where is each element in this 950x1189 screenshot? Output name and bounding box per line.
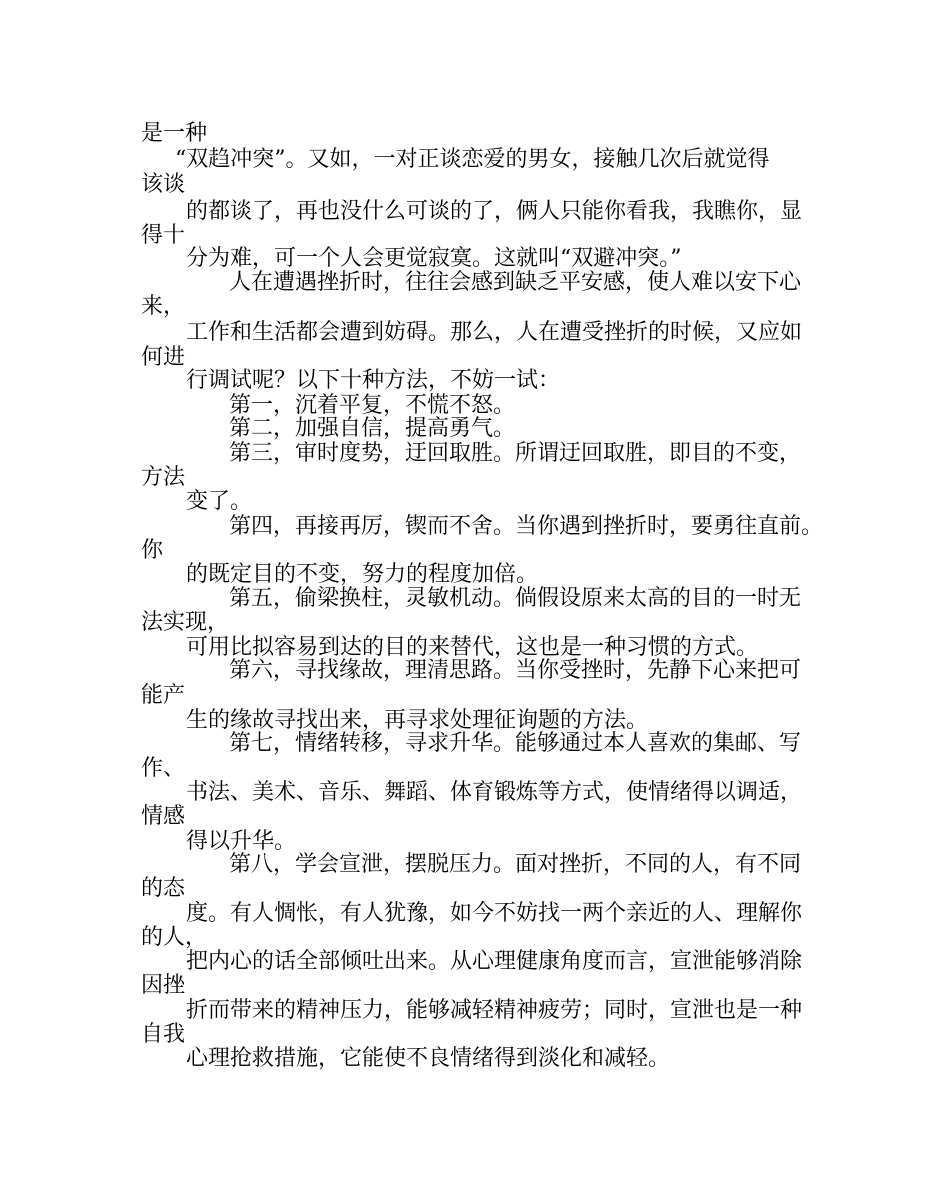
text-line: 的人， <box>141 925 208 950</box>
text-line: 因挫 <box>141 973 186 998</box>
text-line: 该谈 <box>141 172 186 197</box>
text-line: 心理抢救措施，它能使不良情绪得到淡化和减轻。 <box>186 1046 671 1071</box>
text-line: 的都谈了，再也没什么可谈的了，俩人只能你看我，我瞧你，显 <box>186 199 803 224</box>
text-line: 来， <box>141 294 186 319</box>
text-line: 分为难，可一个人会更觉寂寞。这就叫“双避冲突。” <box>186 246 682 271</box>
text-line: 折而带来的精神压力，能够减轻精神疲劳；同时，宣泄也是一种 <box>186 998 803 1023</box>
text-line: 得十 <box>141 223 186 248</box>
text-line: 法实现， <box>141 610 230 635</box>
text-line: 情感 <box>141 804 186 829</box>
text-line: 第一，沉着平复，不慌不怒。 <box>229 393 516 418</box>
text-line: 何进 <box>141 345 186 370</box>
text-line: 作、 <box>141 756 186 781</box>
text-line: 得以升华。 <box>186 829 297 854</box>
text-line: 第四，再接再厉，锲而不舍。当你遇到挫折时，要勇往直前。 <box>229 514 824 539</box>
text-line: 第五，偷梁换柱，灵敏机动。倘假设原来太高的目的一时无 <box>229 586 802 611</box>
text-line: 第八，学会宣泄，摆脱压力。面对挫折，不同的人，有不同 <box>229 852 802 877</box>
text-line: 工作和生活都会遭到妨碍。那么，人在遭受挫折的时候，又应如 <box>186 320 803 345</box>
text-line: 方法 <box>141 465 186 490</box>
text-line: 自我 <box>141 1022 186 1047</box>
text-line: 可用比拟容易到达的目的来替代，这也是一种习惯的方式。 <box>186 635 759 660</box>
text-line: 度。有人惆怅，有人犹豫，如今不妨找一两个亲近的人、理解你 <box>186 901 803 926</box>
text-line: 人在遭遇挫折时，往往会感到缺乏平安感，使人难以安下心 <box>229 270 802 295</box>
text-line: 能产 <box>141 683 186 708</box>
text-line: 第六，寻找缘故，理清思路。当你受挫时，先静下心来把可 <box>229 658 802 683</box>
text-line: 第二，加强自信，提高勇气。 <box>229 416 516 441</box>
text-line: 第七，情绪转移，寻求升华。能够通过本人喜欢的集邮、写 <box>229 731 802 756</box>
text-line: 的既定目的不变，努力的程度加倍。 <box>186 562 539 587</box>
text-line: 把内心的话全部倾吐出来。从心理健康角度而言，宣泄能够消除 <box>186 949 803 974</box>
text-line: 是一种 <box>141 121 208 146</box>
text-line: 生的缘故寻找出来，再寻求处理征询题的方法。 <box>186 708 649 733</box>
text-line: 第三，审时度势，迂回取胜。所谓迂回取胜，即目的不变， <box>229 441 802 466</box>
text-line: 书法、美术、音乐、舞蹈、体育锻炼等方式，使情绪得以调适， <box>186 780 803 805</box>
text-line: 变了。 <box>186 489 253 514</box>
text-line: 你 <box>141 538 164 563</box>
text-line: 的态 <box>141 876 186 901</box>
text-line: “双趋冲突”。又如，一对正谈恋爱的男女，接触几次后就觉得 <box>175 147 770 172</box>
text-line: 行调试呢？以下十种方法，不妨一试： <box>186 368 561 393</box>
